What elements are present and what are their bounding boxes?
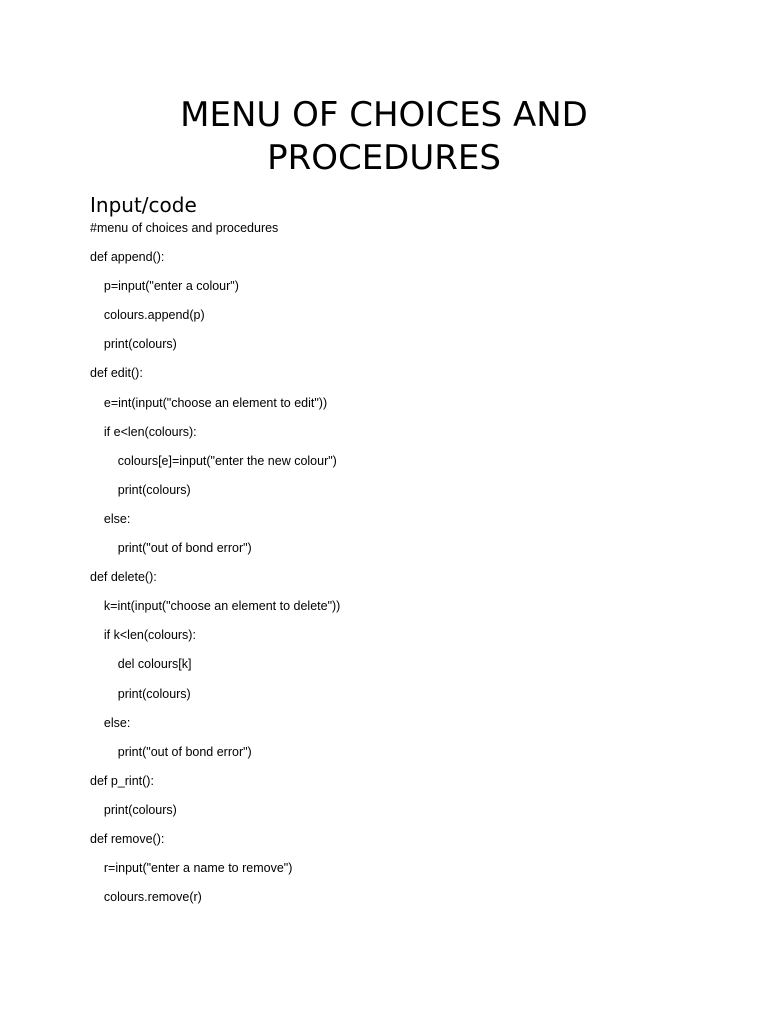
code-line: p=input("enter a colour")	[90, 279, 239, 294]
page-title	[0, 94, 768, 180]
code-line: print(colours)	[90, 482, 191, 497]
title-line-1: MENU OF CHOICES AND	[180, 95, 588, 135]
code-line: else:	[90, 511, 131, 526]
code-line: def p_rint():	[90, 773, 154, 788]
code-line: print(colours)	[90, 686, 191, 701]
code-line: print(colours)	[90, 337, 177, 352]
code-line: print("out of bond error")	[90, 541, 252, 556]
code-line: #menu of choices and procedures	[90, 221, 279, 235]
code-line: del colours[k]	[90, 657, 192, 672]
code-line: else:	[90, 715, 131, 730]
code-line: k=int(input("choose an element to delete"))	[90, 599, 341, 614]
code-line: r=input("enter a name to remove")	[90, 861, 293, 876]
code-listing	[90, 219, 340, 917]
code-line: def delete():	[90, 570, 157, 585]
code-line: colours.remove(r)	[90, 890, 202, 905]
code-line: print(colours)	[90, 802, 177, 817]
code-line: print("out of bond error")	[90, 744, 252, 759]
code-line: if e<len(colours):	[90, 424, 197, 439]
section-heading: Input/code	[90, 193, 197, 217]
title-line-2: PROCEDURES	[267, 138, 501, 178]
code-line: colours.append(p)	[90, 308, 205, 323]
code-line: def edit():	[90, 366, 143, 381]
code-line: def remove():	[90, 831, 165, 846]
code-line: colours[e]=input("enter the new colour")	[90, 453, 337, 468]
code-line: if k<len(colours):	[90, 628, 196, 643]
code-line: e=int(input("choose an element to edit"))	[90, 395, 328, 410]
code-line: def append():	[90, 250, 165, 265]
